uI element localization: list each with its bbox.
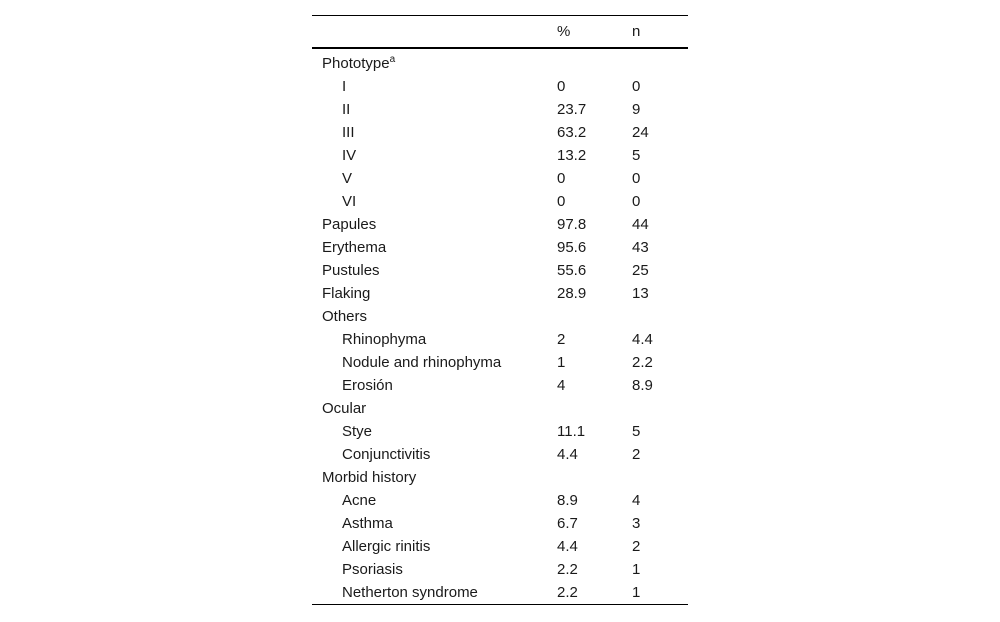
row-label: [312, 374, 557, 397]
table-row: [312, 466, 688, 489]
row-label-text: Morbid history: [322, 469, 417, 486]
table-row: [312, 75, 688, 98]
row-n: 43: [632, 239, 649, 256]
footnote-marker: a: [389, 54, 396, 65]
row-label-text: Psoriasis: [342, 561, 403, 578]
row-label: [312, 351, 557, 374]
row-label: [312, 259, 557, 282]
row-label: [312, 121, 557, 144]
row-n: 13: [632, 285, 649, 302]
row-label-text: Ocular: [322, 400, 367, 417]
row-percent: 95.6: [557, 239, 587, 256]
row-label-text: Others: [322, 308, 368, 325]
row-label: [312, 305, 557, 328]
row-label: [312, 190, 557, 213]
row-percent: 0: [557, 193, 566, 210]
header-n: n: [632, 23, 641, 40]
row-percent: 11.1: [557, 423, 586, 440]
row-label: [312, 466, 557, 489]
row-label-text: Papules: [322, 216, 377, 233]
row-label-text: III: [342, 124, 355, 141]
table-row: [312, 581, 688, 605]
table-row: [312, 489, 688, 512]
row-percent: 1: [557, 354, 566, 371]
row-label-text: Allergic rinitis: [342, 538, 431, 555]
row-percent: 23.7: [557, 101, 587, 118]
table-row: [312, 48, 688, 75]
row-label-text: Erythema: [322, 239, 387, 256]
row-label-text: IV: [342, 147, 357, 164]
row-label: [312, 512, 557, 535]
row-n: 25: [632, 262, 649, 279]
row-label: [312, 213, 557, 236]
row-label-text: Acne: [342, 492, 377, 509]
row-percent: 0: [557, 78, 566, 95]
table-row: [312, 420, 688, 443]
row-percent: [557, 397, 632, 420]
table-row: [312, 305, 688, 328]
table-row: [312, 144, 688, 167]
data-table: [312, 15, 688, 605]
table-row: [312, 213, 688, 236]
row-label: [312, 144, 557, 167]
row-n: [632, 466, 688, 489]
row-label-text: VI: [342, 193, 357, 210]
row-n: 2.2: [632, 354, 653, 371]
row-n: [632, 305, 688, 328]
row-percent: 0: [557, 170, 566, 187]
row-label-text: Conjunctivitis: [342, 446, 431, 463]
row-percent: 4.4: [557, 538, 578, 555]
row-label-text: Nodule and rhinophyma: [342, 354, 502, 371]
row-label: [312, 282, 557, 305]
table-header-row: [312, 16, 688, 49]
table-row: [312, 236, 688, 259]
row-percent: 63.2: [557, 124, 587, 141]
row-label-text: Rhinophyma: [342, 331, 427, 348]
row-label: [312, 48, 557, 75]
table-row: [312, 397, 688, 420]
row-percent: 97.8: [557, 216, 587, 233]
row-label: [312, 581, 557, 605]
row-label-text: Asthma: [342, 515, 393, 532]
row-percent: 8.9: [557, 492, 578, 509]
row-n: 1: [632, 561, 641, 578]
row-label: [312, 98, 557, 121]
row-n: 44: [632, 216, 649, 233]
row-label: [312, 443, 557, 466]
row-label-text: Stye: [342, 423, 373, 440]
row-n: 5: [632, 423, 641, 440]
row-n: 2: [632, 538, 641, 555]
table-body: [312, 48, 688, 605]
table-row: [312, 282, 688, 305]
row-n: 0: [632, 170, 641, 187]
table-row: [312, 328, 688, 351]
row-percent: 55.6: [557, 262, 587, 279]
row-label-text: II: [342, 101, 351, 118]
header-label: [312, 16, 557, 49]
table-row: [312, 167, 688, 190]
row-n: 1: [632, 584, 641, 601]
row-n: 2: [632, 446, 641, 463]
row-label: [312, 328, 557, 351]
row-label: [312, 397, 557, 420]
row-percent: 2.2: [557, 584, 578, 601]
row-n: 8.9: [632, 377, 653, 394]
data-table-container: [312, 15, 688, 605]
table-row: [312, 190, 688, 213]
row-n: 24: [632, 124, 649, 141]
row-percent: 28.9: [557, 285, 587, 302]
row-label: [312, 75, 557, 98]
row-n: 9: [632, 101, 641, 118]
row-label: [312, 167, 557, 190]
table-row: [312, 98, 688, 121]
row-percent: 4: [557, 377, 566, 394]
table-row: [312, 351, 688, 374]
table-row: [312, 512, 688, 535]
row-label: [312, 236, 557, 259]
row-percent: [557, 466, 632, 489]
row-label-text: Pustules: [322, 262, 380, 279]
row-n: [632, 397, 688, 420]
row-percent: 4.4: [557, 446, 578, 463]
row-percent: 2: [557, 331, 566, 348]
table-row: [312, 121, 688, 144]
row-label-text: Erosión: [342, 377, 393, 394]
row-n: 3: [632, 515, 641, 532]
row-n: 4.4: [632, 331, 653, 348]
table-header: [312, 16, 688, 49]
row-label-text: Flaking: [322, 285, 371, 302]
row-label: [312, 535, 557, 558]
table-row: [312, 374, 688, 397]
row-n: [632, 48, 688, 75]
row-percent: 13.2: [557, 147, 587, 164]
row-n: 5: [632, 147, 641, 164]
row-label-text: I: [342, 78, 347, 95]
row-label-text: Phototype: [322, 55, 390, 72]
table-row: [312, 259, 688, 282]
row-n: 4: [632, 492, 641, 509]
row-percent: [557, 305, 632, 328]
table-row: [312, 535, 688, 558]
table-row: [312, 558, 688, 581]
row-n: 0: [632, 78, 641, 95]
row-label: [312, 558, 557, 581]
row-label-text: Netherton syndrome: [342, 584, 478, 601]
row-percent: 6.7: [557, 515, 578, 532]
header-percent: %: [557, 23, 571, 40]
table-row: [312, 443, 688, 466]
row-n: 0: [632, 193, 641, 210]
row-label: [312, 420, 557, 443]
row-percent: [557, 48, 632, 75]
row-label-text: V: [342, 170, 353, 187]
row-percent: 2.2: [557, 561, 578, 578]
row-label: [312, 489, 557, 512]
